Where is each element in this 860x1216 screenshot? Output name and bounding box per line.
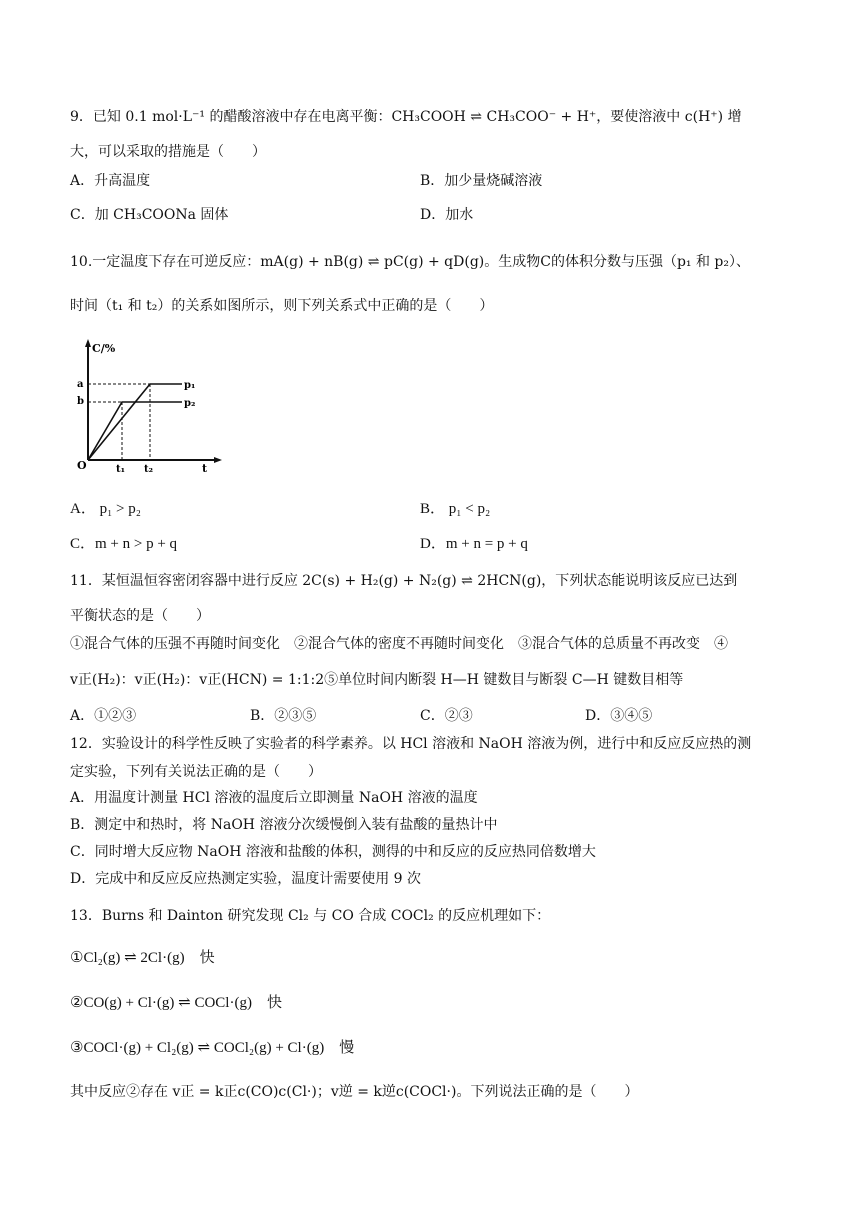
q10-option-b: B． p₁ < p₂	[420, 501, 491, 517]
q10-stem-line2: 时间（t₁ 和 t₂）的关系如图所示，则下列关系式中正确的是（ ）	[70, 298, 494, 314]
q11-option-a: A．①②③	[70, 708, 137, 724]
q12-option-d: D．完成中和反应反应热测定实验，温度计需要使用 9 次	[70, 871, 422, 887]
q9-stem-line1: 9．已知 0.1 mol·L⁻¹ 的醋酸溶液中存在电离平衡：CH₃COOH ⇌ CH₃COO⁻ + H⁺，要使溶液中 c(H⁺) 增	[70, 109, 742, 125]
q9-option-b: B．加少量烧碱溶液	[420, 173, 543, 189]
q11-items-line2: v正(H₂)：v正(H₂)：v正(HCN) = 1:1:2⑤单位时间内断裂 H—H 键数目与断裂 C—H 键数目相等	[70, 672, 684, 688]
q10-option-c: C．m + n > p + q	[70, 536, 178, 552]
q9-option-a: A．升高温度	[70, 173, 151, 189]
series-label-p1: p₁	[184, 380, 196, 391]
q11-items-line1: ①混合气体的压强不再随时间变化 ②混合气体的密度不再随时间变化 ③混合气体的总质量不再改变 ④	[70, 636, 728, 652]
q11-stem-line2: 平衡状态的是（ ）	[70, 608, 210, 624]
x-axis-label: t	[202, 462, 208, 475]
q9-option-c: C．加 CH₃COONa 固体	[70, 207, 229, 223]
y-axis-arrow	[85, 339, 91, 347]
y-axis-label: C/%	[92, 342, 116, 355]
series-label-p2: p₂	[184, 398, 196, 409]
curve-p1	[88, 384, 182, 460]
q13-tail: 其中反应②存在 v正 = k正c(CO)c(Cl·)；v逆 = k逆c(COCl·)。下列说法正确的是（ ）	[70, 1084, 639, 1100]
q11-option-d: D．③④⑤	[585, 708, 653, 724]
q11-option-b: B．②③⑤	[250, 708, 317, 724]
q10-option-d: D．m + n = p + q	[420, 536, 528, 552]
q9-stem-line2: 大，可以采取的措施是（ ）	[70, 144, 266, 160]
q12-stem-line2: 定实验，下列有关说法正确的是（ ）	[70, 764, 322, 780]
y-tick-a: a	[77, 379, 84, 390]
q10-graph	[76, 336, 224, 476]
q11-option-c: C．②③	[420, 708, 473, 724]
q9-option-d: D．加水	[420, 207, 474, 223]
q10-stem-line1: 10.一定温度下存在可逆反应：mA(g) + nB(g) ⇌ pC(g) + qD(g)。生成物C的体积分数与压强（p₁ 和 p₂）、	[70, 254, 751, 270]
q12-option-c: C．同时增大反应物 NaOH 溶液和盐酸的体积，测得的中和反应的反应热同倍数增大	[70, 844, 596, 860]
q13-reaction-1: ①Cl₂(g) ⇌ 2Cl·(g) 快	[70, 950, 215, 966]
q10-option-a: A． p₁ > p₂	[70, 501, 142, 517]
x-axis-arrow	[214, 457, 222, 463]
q12-option-b: B．测定中和热时，将 NaOH 溶液分次缓慢倒入装有盐酸的量热计中	[70, 817, 498, 833]
q12-stem-line1: 12．实验设计的科学性反映了实验者的科学素养。以 HCl 溶液和 NaOH 溶液为例，进行中和反应反应热的测	[70, 736, 752, 752]
x-tick-t1: t₁	[116, 464, 125, 475]
y-tick-b: b	[77, 396, 84, 407]
q13-reaction-3: ③COCl·(g) + Cl₂(g) ⇌ COCl₂(g) + Cl·(g) 慢	[70, 1040, 355, 1056]
q11-stem-line1: 11．某恒温恒容密闭容器中进行反应 2C(s) + H₂(g) + N₂(g) ⇌ 2HCN(g)，下列状态能说明该反应已达到	[70, 573, 738, 589]
x-tick-t2: t₂	[144, 464, 153, 475]
q13-reaction-2: ②CO(g) + Cl·(g) ⇌ COCl·(g) 快	[70, 995, 282, 1011]
origin-label: O	[77, 459, 87, 472]
q12-option-a: A．用温度计测量 HCl 溶液的温度后立即测量 NaOH 溶液的温度	[70, 790, 478, 806]
q13-stem: 13．Burns 和 Dainton 研究发现 Cl₂ 与 CO 合成 COCl₂ 的反应机理如下：	[70, 908, 551, 924]
curve-p2	[88, 402, 182, 460]
